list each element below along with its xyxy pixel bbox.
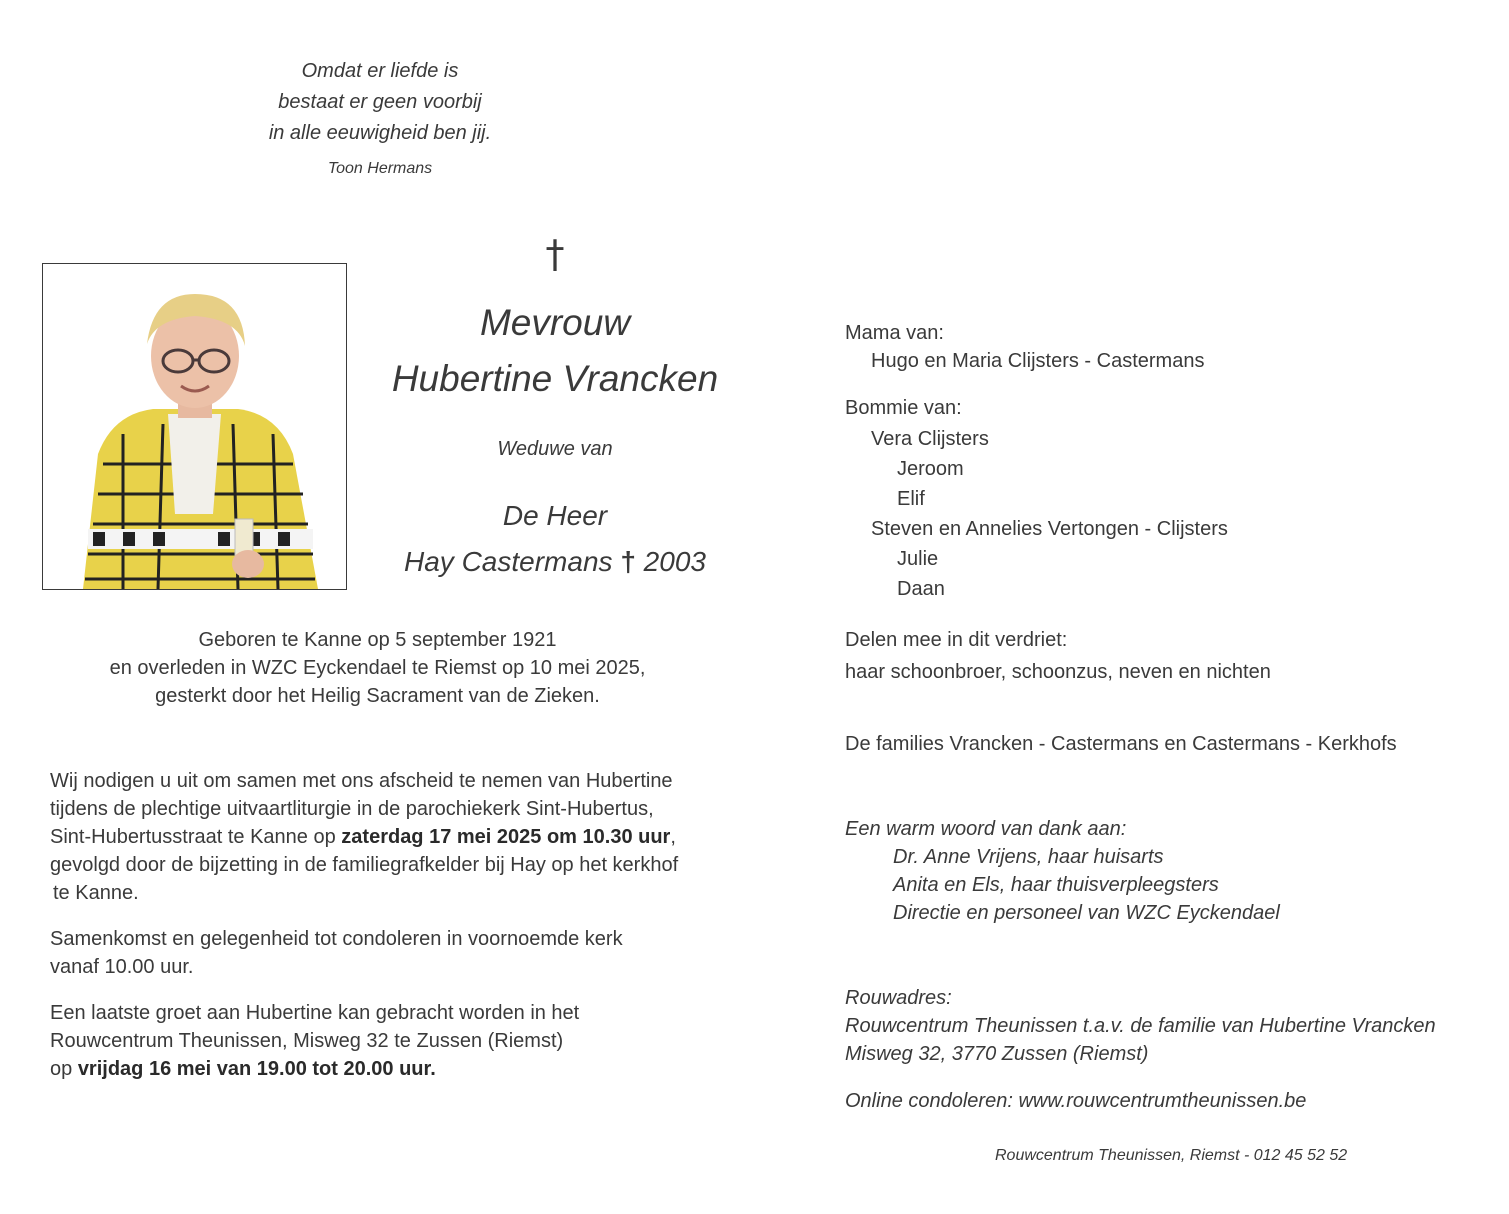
spouse-name: Hay Castermans [404, 546, 613, 577]
great-grandchild-1: Jeroom [897, 458, 964, 480]
cross-icon: † [545, 232, 565, 276]
spouse-cross-icon: † [620, 546, 636, 577]
gathering-line-1: Samenkomst en gelegenheid tot condoleren in voornoemde kerk [50, 928, 623, 950]
address-line-2: Misweg 32, 3770 Zussen (Riemst) [845, 1043, 1149, 1065]
invitation-line-1: Wij nodigen u uit om samen met ons afscheid te nemen van Hubertine [50, 770, 673, 792]
invitation-line-5: te Kanne. [53, 882, 139, 904]
last-greeting-info [50, 999, 750, 1083]
footer-funeral-home: Rouwcentrum Theunissen, Riemst - 012 45 52 52 [995, 1147, 1348, 1164]
portrait-illustration [43, 264, 346, 589]
address-label: Rouwadres: [845, 987, 952, 1009]
spouse-line [360, 546, 750, 578]
quote-line-3: in alle eeuwigheid ben jij. [268, 122, 492, 144]
great-grandchild-2: Elif [897, 488, 925, 510]
share-text: haar schoonbroer, schoonzus, neven en nichten [845, 661, 1271, 683]
address-line-1: Rouwcentrum Theunissen t.a.v. de familie van Hubertine Vrancken [845, 1015, 1436, 1037]
bommie-label: Bommie van: [845, 397, 962, 419]
quote-line-2: bestaat er geen voorbij [278, 91, 482, 113]
funeral-invitation [50, 767, 750, 907]
greeting-line-2: Rouwcentrum Theunissen, Misweg 32 te Zussen (Riemst) [50, 1030, 564, 1052]
families-line: De families Vrancken - Castermans en Castermans - Kerkhofs [845, 733, 1397, 755]
great-grandchild-4: Daan [897, 578, 945, 600]
funeral-datetime: zaterdag 17 mei 2025 om 10.30 uur [341, 826, 671, 848]
greeting-line-1: Een laatste groet aan Hubertine kan gebracht worden in het [50, 1002, 580, 1024]
birth-death-info [70, 626, 685, 710]
greeting-line-3: op vrijdag 16 mei van 19.00 tot 20.00 uur. [50, 1058, 436, 1080]
portrait-photo [42, 263, 347, 590]
greeting-datetime: vrijdag 16 mei van 19.00 tot 20.00 uur. [77, 1058, 436, 1080]
thanks-line-2: Anita en Els, haar thuisverpleegsters [893, 874, 1219, 896]
thanks-line-1: Dr. Anne Vrijens, haar huisarts [893, 846, 1164, 868]
share-label: Delen mee in dit verdriet: [845, 629, 1068, 651]
invitation-line-2: tijdens de plechtige uitvaartliturgie in de parochiekerk Sint-Hubertus, [50, 798, 654, 820]
quote-line-1: Omdat er liefde is [301, 60, 459, 82]
birth-line: Geboren te Kanne op 5 september 1921 [198, 629, 557, 651]
great-grandchild-3: Julie [897, 548, 939, 570]
thanks-block [845, 815, 1280, 927]
invitation-line-3: Sint-Hubertusstraat te Kanne op zaterdag 17 mei 2025 om 10.30 uur, [50, 826, 676, 848]
memorial-quote [230, 56, 530, 149]
gathering-info [50, 925, 750, 981]
gathering-line-2: vanaf 10.00 uur. [50, 956, 194, 978]
widow-of-label: Weduwe van [497, 438, 613, 460]
deceased-name: Hubertine Vrancken [391, 358, 719, 399]
thanks-line-3: Directie en personeel van WZC Eyckendael [893, 902, 1280, 924]
mama-children: Hugo en Maria Clijsters - Castermans [871, 350, 1205, 372]
death-line: en overleden in WZC Eyckendael te Riemst op 10 mei 2025, [109, 657, 646, 679]
quote-author: Toon Hermans [327, 160, 433, 177]
grandchild-2: Steven en Annelies Vertongen - Clijsters [871, 518, 1228, 540]
invitation-line-4: gevolgd door de bijzetting in de familiegrafkelder bij Hay op het kerkhof [50, 854, 679, 876]
spouse-year: 2003 [643, 546, 706, 577]
online-condolence-link[interactable]: Online condoleren: www.rouwcentrumtheunissen.be [845, 1090, 1307, 1112]
deceased-title: Mevrouw [479, 302, 631, 343]
mourning-address [845, 984, 1436, 1068]
thanks-label: Een warm woord van dank aan: [845, 818, 1127, 840]
grandchild-1: Vera Clijsters [871, 428, 989, 450]
sacrament-line: gesterkt door het Heilig Sacrament van de Zieken. [155, 685, 600, 707]
spouse-title: De Heer [502, 500, 608, 531]
mama-label: Mama van: [845, 322, 944, 344]
